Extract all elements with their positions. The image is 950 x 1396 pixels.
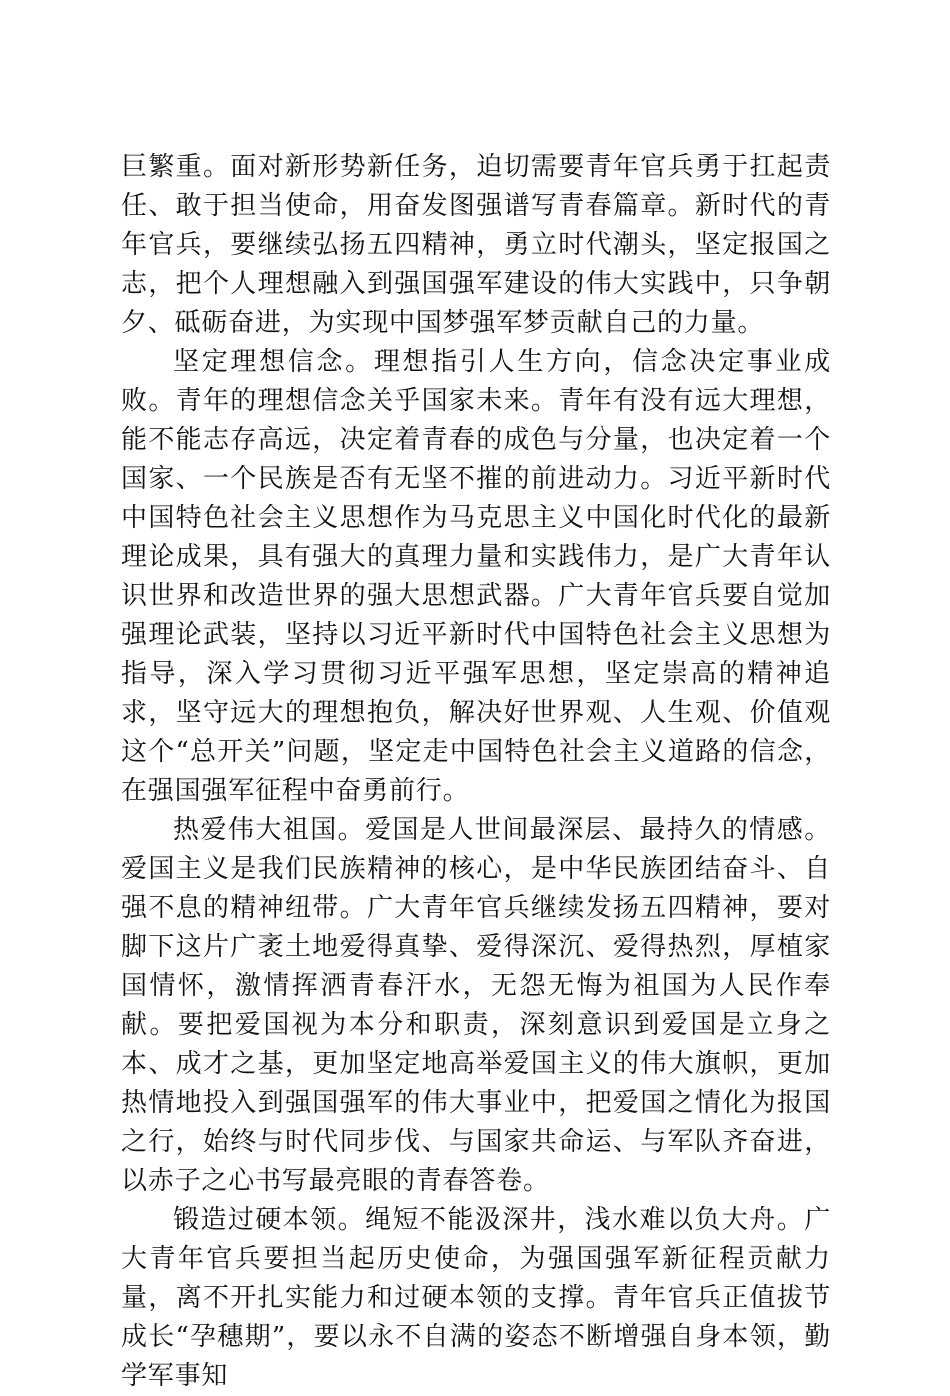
paragraph-love-motherland: 热爱伟大祖国。爱国是人世间最深层、最持久的情感。爱国主义是我们民族精神的核心，是中华民族团结奋斗、自强不息的精神纽带。广大青年官兵继续发扬五四精神，要对脚下这片广袤土地爱得真挚、爱得深沉、爱得热烈，厚植家国情怀，激情挥洒青春汗水，无怨无悔为祖国为人民作奉献。要把爱国视为本分和职责，深刻意识到爱国是立身之本、成才之基，更加坚定地高举爱国主义的伟大旗帜，更加热情地投入到强国强军的伟大事业中，把爱国之情化为报国之行，始终与时代同步伐、与国家共命运、与军队齐奋进，以赤子之心书写最亮眼的青春答卷。: [121, 815, 831, 1196]
paragraph-forge-skills: 锻造过硬本领。绳短不能汲深井，浅水难以负大舟。广大青年官兵要担当起历史使命，为强国强军新征程贡献力量，离不开扎实能力和过硬本领的支撑。青年官兵正值拔节成长“孕穗期”，要以永不自满的姿态不断增强自身本领，勤学军事知: [121, 1205, 831, 1391]
body-text: [121, 148, 831, 1396]
paragraph-continuation: 巨繁重。面对新形势新任务，迫切需要青年官兵勇于扛起责任、敢于担当使命，用奋发图强谱写青春篇章。新时代的青年官兵，要继续弘扬五四精神，勇立时代潮头，坚定报国之志，把个人理想融入到强国强军建设的伟大实践中，只争朝夕、砥砺奋进，为实现中国梦强军梦贡献自己的力量。: [121, 152, 831, 338]
paragraph-ideals-beliefs: 坚定理想信念。理想指引人生方向，信念决定事业成败。青年的理想信念关乎国家未来。青年有没有远大理想，能不能志存高远，决定着青春的成色与分量，也决定着一个国家、一个民族是否有无坚不摧的前进动力。习近平新时代中国特色社会主义思想作为马克思主义中国化时代化的最新理论成果，具有强大的真理力量和实践伟力，是广大青年认识世界和改造世界的强大思想武器。广大青年官兵要自觉加强理论武装，坚持以习近平新时代中国特色社会主义思想为指导，深入学习贯彻习近平强军思想，坚定崇高的精神追求，坚守远大的理想抱负，解决好世界观、人生观、价值观这个“总开关”问题，坚定走中国特色社会主义道路的信念，在强国强军征程中奋勇前行。: [121, 347, 831, 806]
